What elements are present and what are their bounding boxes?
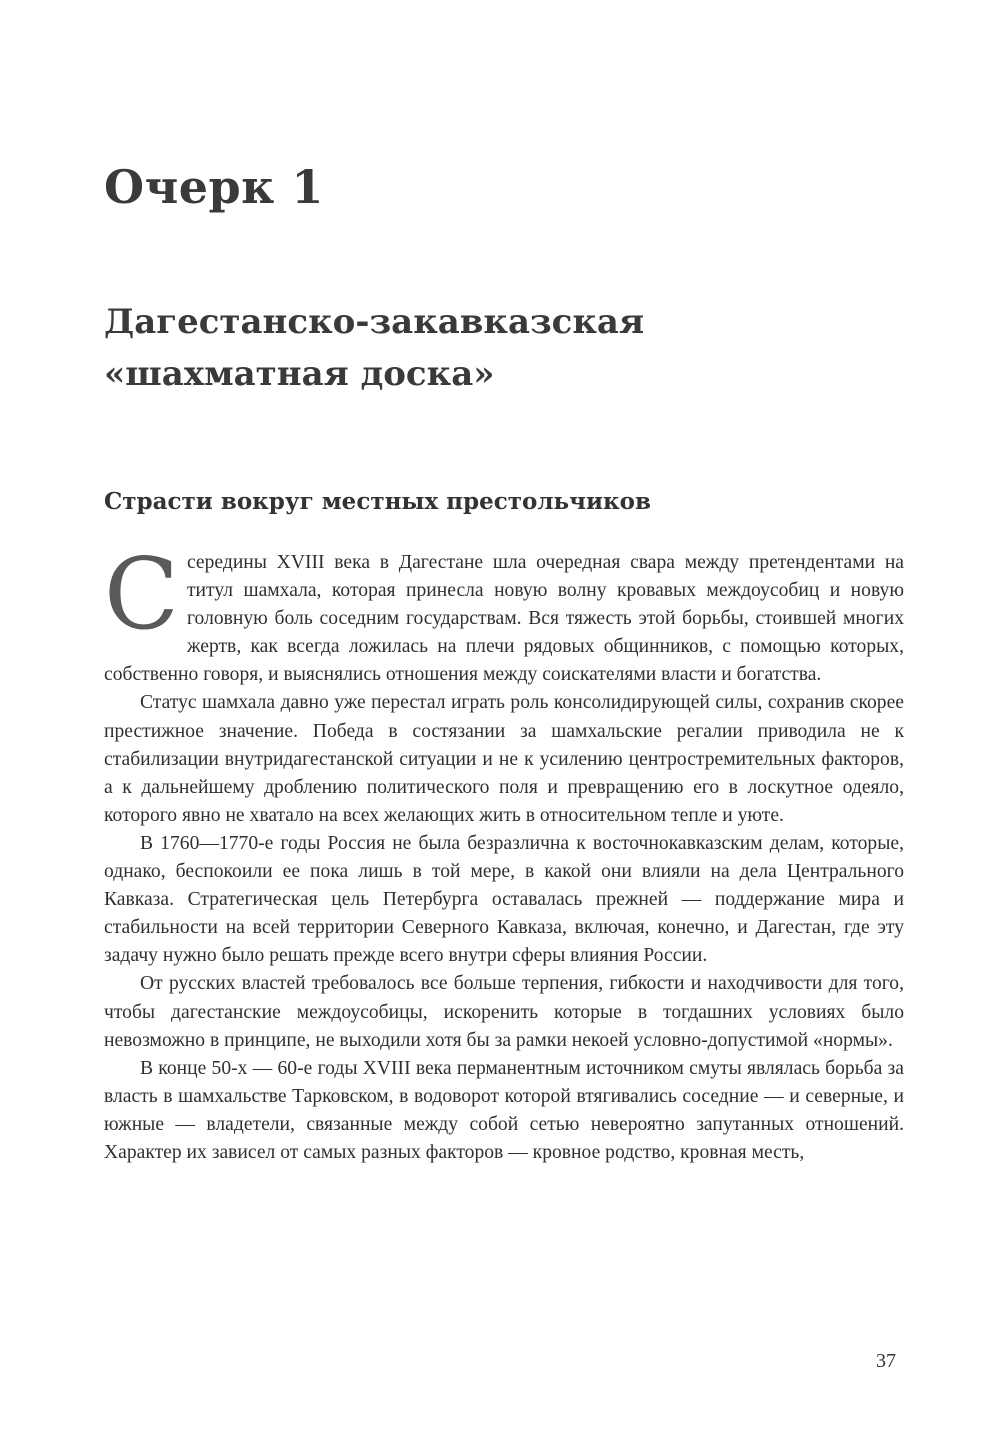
chapter-title bbox=[104, 296, 904, 400]
paragraph-5: В конце 50-х — 60-е годы XVIII века перманентным источником смуты являлась борьба за власть в шамхальстве Тарковском, в водоворот которой втягивались соседние — и северные, и южные — владетели, связанные между собой сетью невероятно запутанных отношений. Характер их зависел от самых разных факторов — кровное родство, кровная месть, bbox=[104, 1057, 904, 1163]
paragraph-1 bbox=[104, 538, 904, 689]
chapter-title-line-1: Дагестанско-закавказская bbox=[104, 302, 645, 342]
paragraph-4: От русских властей требовалось все больше терпения, гибкости и находчивости для того, чтобы дагестанские междоусобицы, искоренить которые в тогдашних условиях было невозможно в принципе, не выходили хотя бы за рамки некоей условно-допустимой «нормы». bbox=[104, 973, 904, 1051]
section-title: Страсти вокруг местных престольчиков bbox=[104, 488, 651, 515]
paragraph-2: Статус шамхала давно уже перестал играть роль консолидирующей силы, сохранив скорее престижное значение. Победа в состязании за шамхальские регалии приводила не к стабилизации внутридагестанской ситуации и не к усилению центростремительных факторов, а к дальнейшему дроблению политического поля и превращению его в лоскутное одеяло, которого явно не хватало на всех желающих жить в относительном тепле и уюте. bbox=[104, 692, 904, 826]
body-text bbox=[104, 538, 904, 1167]
drop-cap: С bbox=[104, 538, 179, 652]
chapter-title-line-2: «шахматная доска» bbox=[104, 354, 495, 394]
chapter-label: Очерк 1 bbox=[104, 160, 324, 214]
paragraph-3: В 1760—1770-е годы Россия не была безразлична к восточнокавказским делам, которые, однако, беспокоили ее пока лишь в той мере, в какой они влияли на дела Центрального Кавказа. Стратегическая цель Петербурга оставалась прежней — поддержание мира и стабильности на всей территории Северного Кавказа, включая, конечно, и Дагестан, где эту задачу нужно было решать прежде всего внутри сферы влияния России. bbox=[104, 832, 904, 967]
page-number: 37 bbox=[876, 1350, 896, 1372]
paragraph-1-text: середины XVIII века в Дагестане шла очередная свара между претендентами на титул шамхала, которая принесла новую волну кровавых междоусобиц и новую головную боль соседним государствам. Вся тяжесть этой борьбы, стоившей многих жертв, как всегда ложилась на плечи рядовых общинников, с помощью которых, собственно говоря, и выяснялись отношения между соискателями власти и богатства. bbox=[104, 552, 904, 686]
